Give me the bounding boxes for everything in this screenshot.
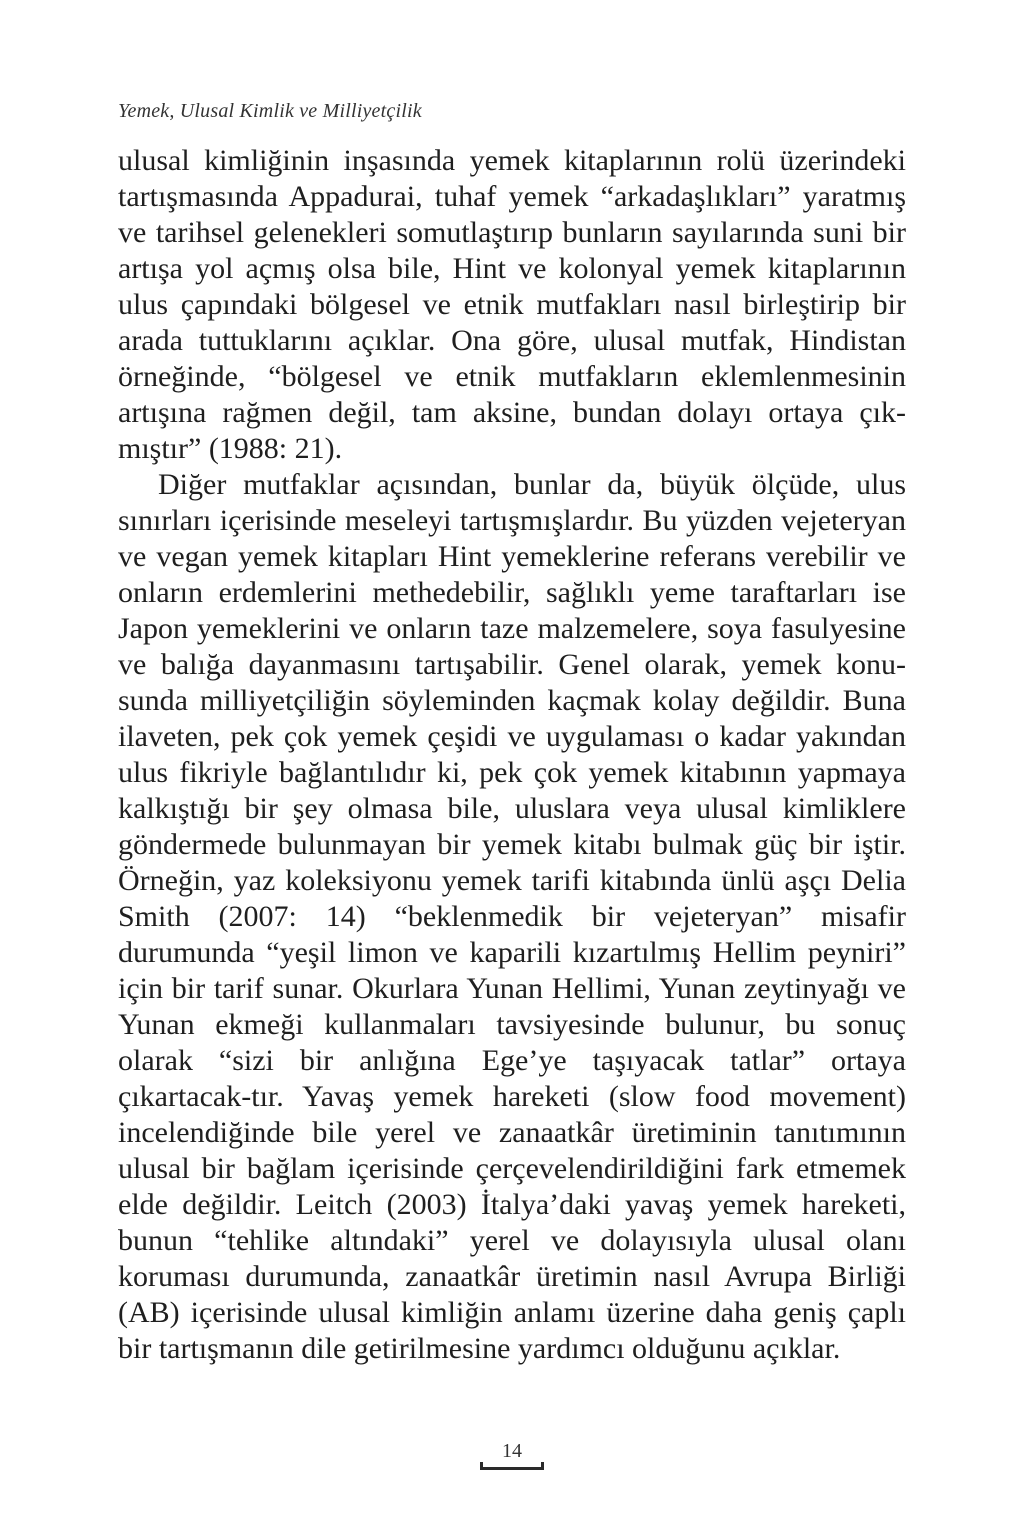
body-text [118,143,906,1367]
page-number: 14 [502,1440,522,1462]
paragraph-1: ulusal kimliğinin inşasında yemek kitaplarının rolü üzerindeki tartışmasında Appadurai, tuhaf yemek “arkadaşlıkları” yaratmış ve tarihsel gelenekleri somutlaştırıp bunların sayılarında suni bir artışa yol açmış olsa bile, Hint ve kolonyal yemek kitaplarının ulus çapındaki bölgesel ve etnik mutfakları nasıl birleştirip bir arada tuttuklarını açıklar. Ona göre, ulusal mutfak, Hindistan örneğinde, “bölgesel ve etnik mutfakların eklemlenmesinin artışına rağmen değil, tam aksine, bundan dolayı ortaya çık-mıştır” (1988: 21). [118,144,906,465]
running-header: Yemek, Ulusal Kimlik ve Milliyetçilik [118,100,422,122]
page-number-bracket-rule [480,1467,544,1470]
page-footer [0,1440,1024,1480]
paragraph-2: Diğer mutfaklar açısından, bunlar da, büyük ölçüde, ulus sınırları içerisinde meseleyi tartışmışlardır. Bu yüzden vejeteryan ve vegan yemek kitapları Hint yemeklerine referans verebilir ve onların erdemlerini methedebilir, sağlıklı yeme taraftarları ise Japon yemeklerini ve onların taze malzemelere, soya fasulyesine ve balığa dayanmasını tartışabilir. Genel olarak, yemek konu-sunda milliyetçiliğin söyleminden kaçmak kolay değildir. Buna ilaveten, pek çok yemek çeşidi ve uygulaması o kadar yakından ulus fikriyle bağlantılıdır ki, pek çok yemek kitabının yapmaya kalkıştığı bir şey olmasa bile, uluslara veya ulusal kimliklere göndermede bulunmayan bir yemek kitabı bulmak güç bir iştir. Örneğin, yaz koleksiyonu yemek tarifi kitabında ünlü aşçı Delia Smith (2007: 14) “beklenmedik bir vejeteryan” misafir durumunda “yeşil limon ve kaparili kızartılmış Hellim peyniri” için bir tarif sunar. Okurlara Yunan Hellimi, Yunan zeytinyağı ve Yunan ekmeği kullanmaları tavsiyesinde bulunur, bu sonuç olarak “sizi bir anlığına Ege’ye taşıyacak tatlar” ortaya çıkartacak-tır. Yavaş yemek hareketi (slow food movement) incelendiğinde bile yerel ve zanaatkâr üretiminin tanıtımının ulusal bir bağlam içerisinde çerçevelendirildiğini fark etmemek elde değildir. Leitch (2003) İtalya’daki yavaş yemek hareketi, bunun “tehlike altındaki” yerel ve dolayısıyla ulusal olanı koruması durumunda, zanaatkâr üretimin nasıl Avrupa Birliği (AB) içerisinde ulusal kimliğin anlamı üzerine daha geniş çaplı bir tartışmanın dile getirilmesine yardımcı olduğunu açıklar. [118,468,906,1365]
